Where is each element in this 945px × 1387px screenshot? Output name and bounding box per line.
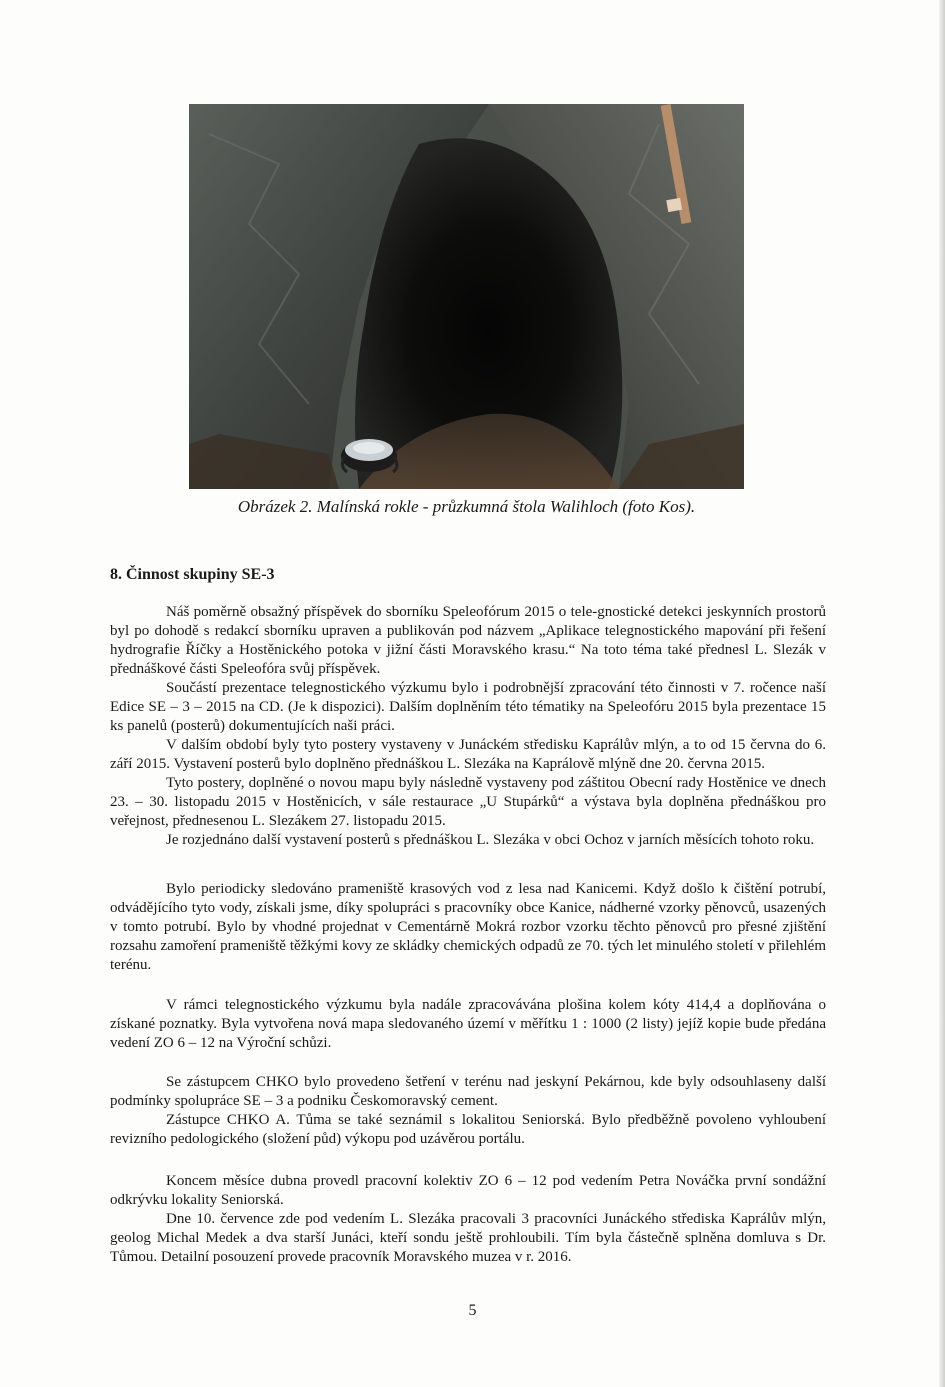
paragraph: Tyto postery, doplněné o novou mapu byly následně vystaveny pod záštitou Obecní rady Hostěnice ve dnech 23. – 30. listopadu 2015 v Hostěnicích, v sále restaurace „U Stupárků“ a výstava byla doplněna přednáškou pro veřejnost, přednesenou L. Slezákem 27. listopadu 2015. <box>110 775 826 829</box>
paragraph: V dalším období byly tyto postery vystaveny v Junáckém středisku Kaprálův mlýn, a to od 15 června do 6. září 2015. Vystavení posterů bylo doplněno přednáškou L. Slezáka na Kaprálově mlýně dne 20. června 2015. <box>110 737 826 772</box>
text-block-chko <box>110 1073 826 1149</box>
paragraph: V rámci telegnostického výzkumu byla nadále zpracovávána plošina kolem kóty 414,4 a doplňována o získané poznatky. Byla vytvořena nová mapa sledovaného území v měřítku 1 : 1000 (2 listy) jejíž kopie bude předána vedení ZO 6 – 12 na Výroční schůzi. <box>110 997 826 1051</box>
page-edge-shadow <box>939 0 945 1387</box>
page-number: 5 <box>468 1302 477 1319</box>
figure-caption: Obrázek 2. Malínská rokle - průzkumná štola Walihloch (foto Kos). <box>237 497 696 516</box>
paragraph: Se zástupcem CHKO bylo provedeno šetření v terénu nad jeskyní Pekárnou, kde byly odsouhlaseny další podmínky spolupráce SE – 3 a podniku Českomoravský cement. <box>110 1074 826 1109</box>
paragraph: Náš poměrně obsažný příspěvek do sborníku Speleofórum 2015 o tele-gnostické detekci jeskynních prostorů byl po dohodě s redakcí sborníku upraven a publikován pod názvem „Aplikace telegnostického mapování při řešení hydrografie Říčky a Hostěnického potoka v jižní části Moravského krasu.“ Na toto téma také přednesl L. Slezák v přednáškové části Speleofóra svůj příspěvek. <box>110 604 826 677</box>
cave-photo <box>189 104 744 489</box>
section-heading: 8. Činnost skupiny SE-3 <box>110 566 275 583</box>
paragraph: Součástí prezentace telegnostického výzkumu bylo i podrobnější zpracování této činnosti v 7. ročence naší Edice SE – 3 – 2015 na CD. (Je k dispozici). Dalším doplněním této tématiky na Speleofóru 2015 byla prezentace 15 ks panelů (posterů) dokumentujících naši práci. <box>110 680 826 734</box>
paragraph: Je rozjednáno další vystavení posterů s přednáškou L. Slezáka v obci Ochoz v jarních měsících tohoto roku. <box>166 832 815 848</box>
text-block-map <box>110 996 826 1053</box>
paragraph: Bylo periodicky sledováno prameniště krasových vod z lesa nad Kanicemi. Když došlo k čištění potrubí, odvádějícího tyto vody, získali jsme, díky spolupráci s pracovníky obce Kanice, nádherné vzorky pěnovců, usazených v tomto potrubí. Bylo by vhodné projednat v Cementárně Mokrá rozbor vzorku těchto pěnovců pro přesné zjištění rozsahu zamoření prameniště těžkými kovy ze skládky chemických odpadů ze 70. tých let minulého století v přilehlém terénu. <box>110 881 826 973</box>
paragraph: Koncem měsíce dubna provedl pracovní kolektiv ZO 6 – 12 pod vedením Petra Nováčka první sondážní odkrývku lokality Seniorská. <box>110 1173 826 1208</box>
text-block-exhibitions <box>110 603 826 850</box>
paragraph: Dne 10. července zde pod vedením L. Slezáka pracovali 3 pracovníci Junáckého střediska Kaprálův mlýn, geolog Michal Medek a dva starší Junáci, kteří sondu ještě prohloubili. Tím byla částečně splněna domluva s Dr. Tůmou. Detailní posouzení provede pracovník Moravského muzea v r. 2016. <box>110 1211 826 1265</box>
paragraph: Zástupce CHKO A. Tůma se také seznámil s lokalitou Seniorská. Bylo předběžně povoleno vyhloubení revizního pedologického (složení půd) výkopu pod uzávěrou portálu. <box>110 1112 826 1147</box>
text-block-seniorska <box>110 1172 826 1267</box>
text-block-spring <box>110 880 826 975</box>
